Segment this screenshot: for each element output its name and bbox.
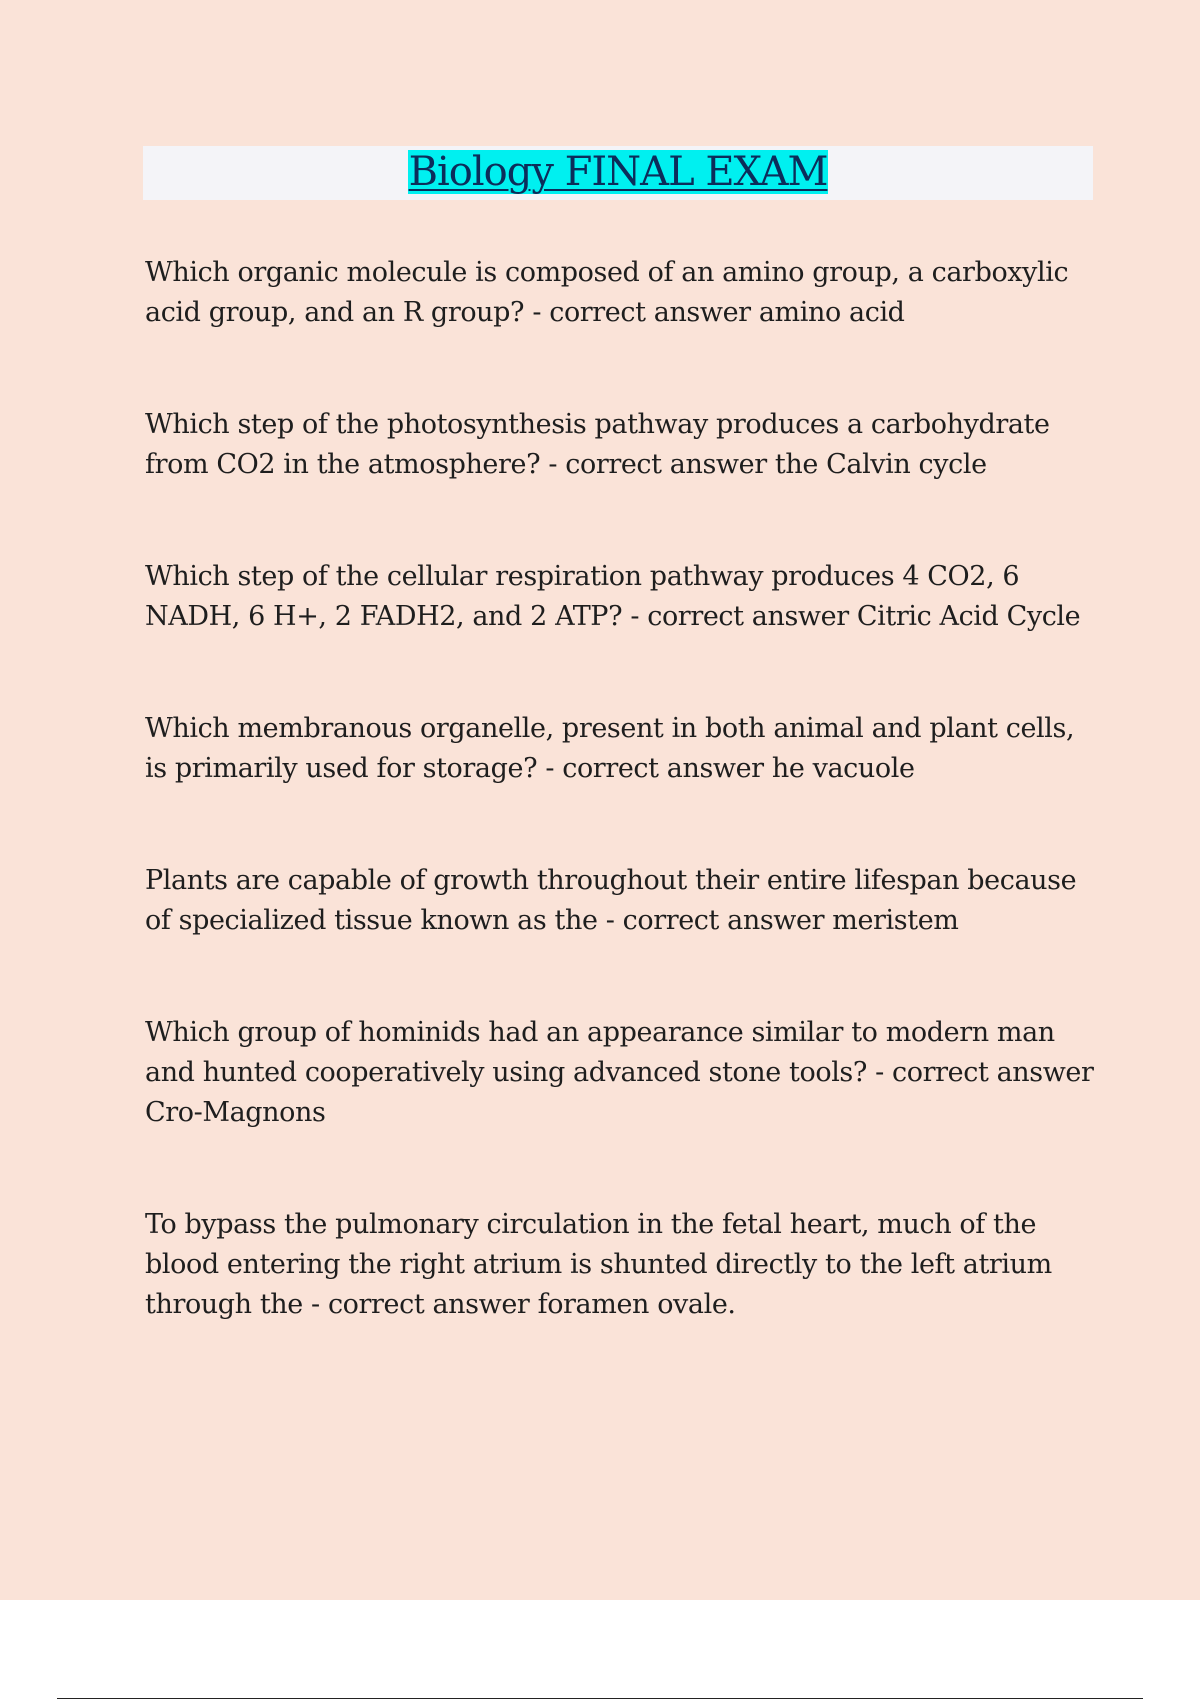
page-title: Biology FINAL EXAM bbox=[408, 149, 828, 195]
qa-item-2: Which step of the photosynthesis pathway produces a carbohydrate from CO2 in the atmosphere? - correct answer the Calvin cycle bbox=[145, 409, 1050, 480]
qa-item-5: Plants are capable of growth throughout their entire lifespan because of specialized tissue known as the - correct answer meristem bbox=[145, 865, 1077, 936]
title-bar bbox=[143, 146, 1093, 200]
qa-item-4: Which membranous organelle, present in both animal and plant cells, is primarily used for storage? - correct answer he vacuole bbox=[145, 713, 1075, 784]
qa-item-7: To bypass the pulmonary circulation in the fetal heart, much of the blood entering the right atrium is shunted directly to the left atrium through the - correct answer foramen ovale. bbox=[145, 1209, 1052, 1320]
footer-divider bbox=[57, 1698, 1143, 1699]
qa-item-1: Which organic molecule is composed of an amino group, a carboxylic acid group, and an R group? - correct answer amino acid bbox=[145, 257, 1069, 328]
qa-item-3: Which step of the cellular respiration pathway produces 4 CO2, 6 NADH, 6 H+, 2 FADH2, and 2 ATP? - correct answer Citric Acid Cycle bbox=[145, 561, 1081, 632]
qa-item-6: Which group of hominids had an appearance similar to modern man and hunted cooperatively using advanced stone tools? - correct answer Cro-Magnons bbox=[145, 1017, 1094, 1128]
question-answer-list bbox=[145, 253, 1095, 1397]
